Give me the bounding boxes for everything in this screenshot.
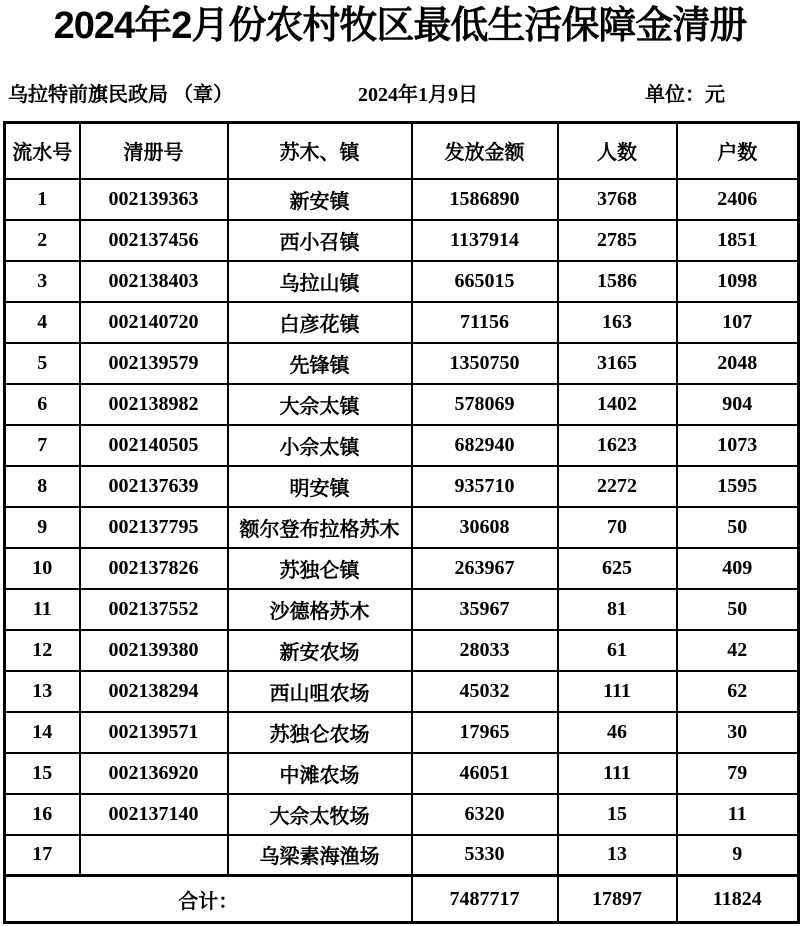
cell-households: 904 [677,384,799,425]
cell-town: 白彦花镇 [228,302,412,343]
cell-register: 002140720 [80,302,228,343]
cell-town: 西山咀农场 [228,671,412,712]
total-amount: 7487717 [412,876,558,923]
meta-row [0,78,800,104]
total-label: 合计： [5,876,412,923]
total-people: 17897 [558,876,677,923]
cell-households: 1073 [677,425,799,466]
column-header-serial: 流水号 [5,123,80,179]
cell-register: 002139579 [80,343,228,384]
cell-register: 002138403 [80,261,228,302]
cell-town: 中滩农场 [228,753,412,794]
cell-amount: 17965 [412,712,558,753]
page-title: 2024年2月份农村牧区最低生活保障金清册 [53,5,747,47]
table-body [5,179,799,876]
table-row [5,179,799,220]
table-row [5,507,799,548]
cell-town: 乌梁素海渔场 [228,835,412,876]
cell-people: 2785 [558,220,677,261]
cell-households: 62 [677,671,799,712]
cell-register: 002137140 [80,794,228,835]
cell-town: 明安镇 [228,466,412,507]
cell-serial: 2 [5,220,80,261]
cell-households: 409 [677,548,799,589]
cell-people: 1586 [558,261,677,302]
issuer-and-seal: 乌拉特前旗民政局 （章） [8,84,233,106]
column-header-households: 户数 [677,123,799,179]
cell-amount: 35967 [412,589,558,630]
table-row [5,835,799,876]
cell-register: 002139571 [80,712,228,753]
cell-serial: 10 [5,548,80,589]
cell-town: 乌拉山镇 [228,261,412,302]
table-row [5,630,799,671]
cell-people: 111 [558,753,677,794]
cell-people: 15 [558,794,677,835]
header-row [5,123,799,179]
cell-register: 002140505 [80,425,228,466]
cell-amount: 1586890 [412,179,558,220]
cell-serial: 12 [5,630,80,671]
cell-people: 13 [558,835,677,876]
table-row [5,425,799,466]
cell-amount: 263967 [412,548,558,589]
cell-people: 3165 [558,343,677,384]
cell-register: 002136920 [80,753,228,794]
cell-households: 30 [677,712,799,753]
cell-register: 002138294 [80,671,228,712]
cell-serial: 13 [5,671,80,712]
cell-people: 625 [558,548,677,589]
cell-households: 11 [677,794,799,835]
table-row [5,466,799,507]
table-row [5,589,799,630]
cell-register: 002137826 [80,548,228,589]
cell-households: 2048 [677,343,799,384]
column-header-people: 人数 [558,123,677,179]
cell-amount: 71156 [412,302,558,343]
cell-amount: 45032 [412,671,558,712]
cell-register: 002137552 [80,589,228,630]
cell-households: 9 [677,835,799,876]
table-row [5,671,799,712]
cell-serial: 14 [5,712,80,753]
cell-serial: 6 [5,384,80,425]
cell-serial: 7 [5,425,80,466]
cell-amount: 1350750 [412,343,558,384]
cell-register [80,835,228,876]
cell-amount: 1137914 [412,220,558,261]
column-header-register: 清册号 [80,123,228,179]
cell-households: 79 [677,753,799,794]
cell-town: 苏独仑镇 [228,548,412,589]
cell-amount: 682940 [412,425,558,466]
cell-amount: 935710 [412,466,558,507]
table-row [5,794,799,835]
cell-town: 沙德格苏木 [228,589,412,630]
table-row [5,261,799,302]
cell-people: 46 [558,712,677,753]
cell-households: 50 [677,507,799,548]
cell-people: 81 [558,589,677,630]
cell-amount: 578069 [412,384,558,425]
cell-serial: 16 [5,794,80,835]
cell-people: 61 [558,630,677,671]
cell-town: 大佘太牧场 [228,794,412,835]
cell-people: 1623 [558,425,677,466]
cell-town: 西小召镇 [228,220,412,261]
table-row [5,384,799,425]
cell-people: 70 [558,507,677,548]
cell-amount: 46051 [412,753,558,794]
cell-register: 002139363 [80,179,228,220]
cell-amount: 665015 [412,261,558,302]
cell-serial: 4 [5,302,80,343]
cell-register: 002137795 [80,507,228,548]
document-date: 2024年1月9日 [358,84,478,106]
cell-serial: 17 [5,835,80,876]
cell-households: 42 [677,630,799,671]
cell-people: 3768 [558,179,677,220]
total-row [5,876,799,923]
register-table [3,121,800,924]
cell-town: 额尔登布拉格苏木 [228,507,412,548]
cell-households: 2406 [677,179,799,220]
cell-register: 002137639 [80,466,228,507]
table-row [5,343,799,384]
table-row [5,302,799,343]
unit-label: 单位：元 [645,84,725,106]
cell-register: 002139380 [80,630,228,671]
cell-people: 1402 [558,384,677,425]
cell-register: 002138982 [80,384,228,425]
cell-serial: 15 [5,753,80,794]
cell-register: 002137456 [80,220,228,261]
cell-town: 苏独仑农场 [228,712,412,753]
column-header-town: 苏木、镇 [228,123,412,179]
cell-households: 1595 [677,466,799,507]
cell-serial: 8 [5,466,80,507]
cell-town: 小佘太镇 [228,425,412,466]
cell-town: 先锋镇 [228,343,412,384]
table-row [5,753,799,794]
table-row [5,220,799,261]
cell-serial: 1 [5,179,80,220]
cell-households: 1098 [677,261,799,302]
cell-amount: 30608 [412,507,558,548]
cell-serial: 11 [5,589,80,630]
cell-people: 2272 [558,466,677,507]
table-row [5,548,799,589]
column-header-amount: 发放金额 [412,123,558,179]
cell-town: 新安农场 [228,630,412,671]
cell-households: 1851 [677,220,799,261]
cell-amount: 5330 [412,835,558,876]
table-row [5,712,799,753]
cell-people: 111 [558,671,677,712]
cell-serial: 5 [5,343,80,384]
cell-serial: 3 [5,261,80,302]
cell-households: 107 [677,302,799,343]
cell-people: 163 [558,302,677,343]
cell-amount: 6320 [412,794,558,835]
total-households: 11824 [677,876,799,923]
cell-households: 50 [677,589,799,630]
cell-town: 大佘太镇 [228,384,412,425]
cell-town: 新安镇 [228,179,412,220]
cell-serial: 9 [5,507,80,548]
cell-amount: 28033 [412,630,558,671]
